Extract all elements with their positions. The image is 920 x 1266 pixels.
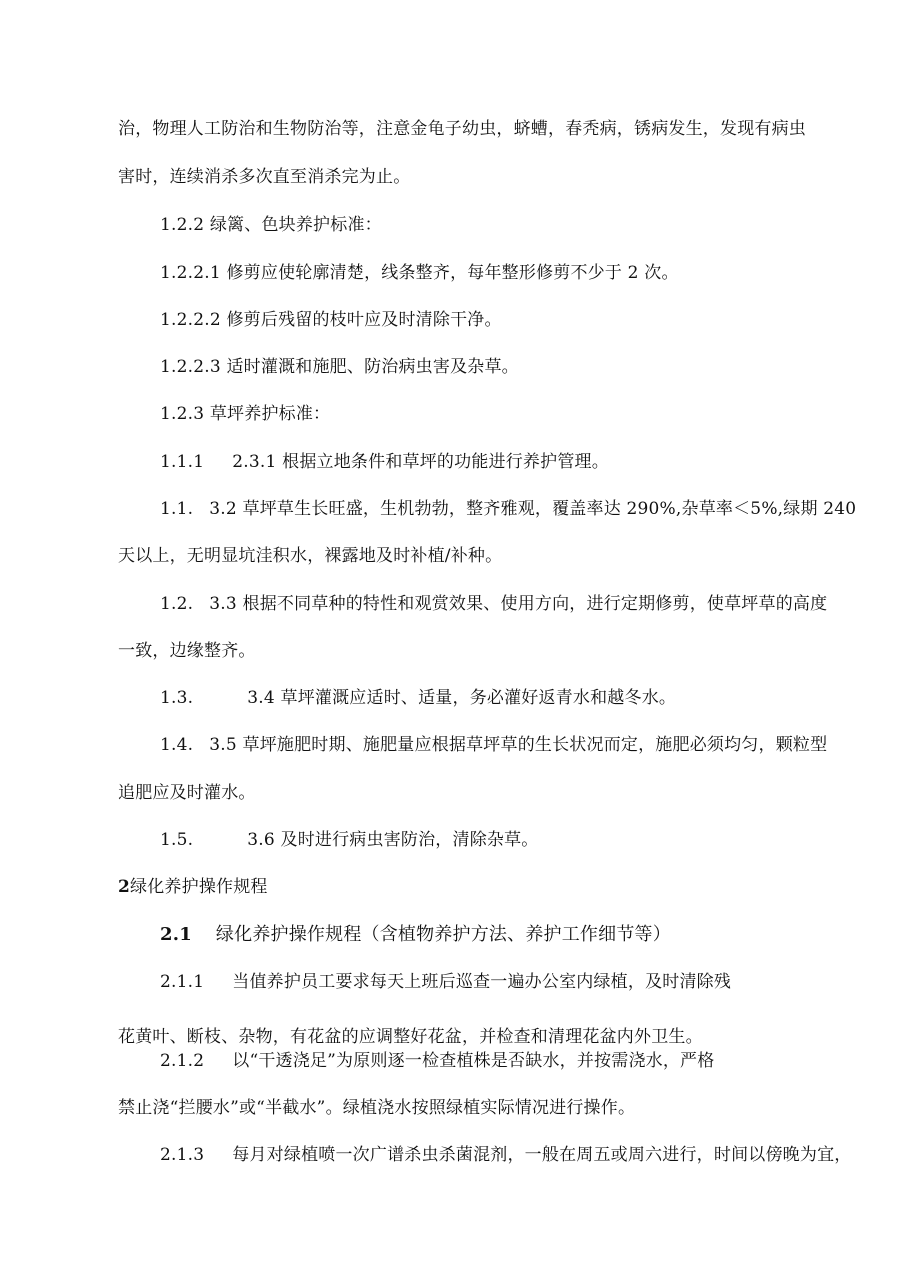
item-number: 1.1.: [160, 499, 194, 519]
paragraph-line: [118, 166, 410, 188]
text: 1.2.3 草坪养护标准：: [160, 404, 331, 424]
chapter-heading: [118, 876, 268, 898]
item-number: 2.1.2: [160, 1051, 205, 1071]
item-number: 1.1.1: [160, 452, 205, 472]
text: 追肥应及时灌水。: [118, 783, 256, 803]
item-text: 3.2 草坪草生长旺盛，生机勃勃，整齐雅观，覆盖率达 290%,杂草率＜5%,绿期 240: [209, 499, 857, 519]
item-text: 3.6 及时进行病虫害防治，清除杂草。: [247, 830, 539, 850]
text: 1.2.2.1 修剪应使轮廓清楚，线条整齐，每年整形修剪不少于 2 次。: [160, 263, 679, 283]
chapter-number: 2: [118, 877, 131, 897]
paragraph-line: [118, 782, 256, 804]
item-number: 1.4.: [160, 735, 194, 755]
text: 1.2.2.2 修剪后残留的枝叶应及时清除干净。: [160, 310, 502, 330]
list-item: [160, 829, 539, 851]
paragraph-line: [118, 1026, 703, 1048]
paragraph-line: [118, 640, 256, 662]
list-item: [160, 451, 609, 473]
item-text: 当值养护员工要求每天上班后巡查一遍办公室内绿植，及时清除残: [232, 972, 732, 992]
paragraph-line: [160, 262, 679, 284]
list-item: [160, 687, 676, 709]
list-item: [160, 498, 856, 520]
list-item: [160, 1144, 851, 1166]
text: 花黄叶、断枝、杂物，有花盆的应调整好花盆，并检查和清理花盆内外卫生。: [118, 1027, 703, 1047]
item-number: 1.3.: [160, 688, 194, 708]
text: 治，物理人工防治和生物防治等，注意金龟子幼虫，蛴螬，春秃病，锈病发生，发现有病虫: [118, 119, 806, 139]
section-heading: [160, 214, 382, 236]
text: 1.2.2 绿篱、色块养护标准：: [160, 215, 382, 235]
paragraph-line: [118, 1097, 635, 1119]
item-number: 1.5.: [160, 830, 194, 850]
list-item: [160, 734, 827, 756]
section-heading: [160, 403, 330, 425]
item-number: 2.1.3: [160, 1145, 205, 1165]
item-text: 3.3 根据不同草种的特性和观赏效果、使用方向，进行定期修剪，使草坪草的高度: [209, 594, 828, 614]
item-text: 以“干透浇足”为原则逐一检查植株是否缺水，并按需浇水，严格: [232, 1051, 715, 1071]
section-title: 绿化养护操作规程（含植物养护方法、养护工作细节等）: [215, 924, 671, 945]
item-number: 1.2.: [160, 594, 194, 614]
list-item: [160, 593, 827, 615]
paragraph-line: [118, 545, 502, 567]
paragraph-line: [118, 118, 806, 140]
paragraph-line: [160, 356, 519, 378]
item-text: 3.4 草坪灌溉应适时、适量，务必灌好返青水和越冬水。: [247, 688, 677, 708]
paragraph-line: [160, 309, 502, 331]
list-item: [160, 1050, 714, 1072]
section-heading: [160, 924, 671, 946]
item-text: 2.3.1 根据立地条件和草坪的功能进行养护管理。: [232, 452, 609, 472]
section-number: 2.1: [160, 924, 192, 945]
text: 一致，边缘整齐。: [118, 641, 256, 661]
text: 1.2.2.3 适时灌溉和施肥、防治病虫害及杂草。: [160, 357, 519, 377]
chapter-title: 绿化养护操作规程: [130, 877, 268, 897]
text: 害时，连续消杀多次直至消杀完为止。: [118, 167, 411, 187]
text: 天以上，无明显坑洼积水，裸露地及时补植/补种。: [118, 546, 503, 566]
list-item: [160, 971, 731, 993]
text: 禁止浇“拦腰水”或“半截水”。绿植浇水按照绿植实际情况进行操作。: [118, 1098, 636, 1118]
item-number: 2.1.1: [160, 972, 205, 992]
item-text: 3.5 草坪施肥时期、施肥量应根据草坪草的生长状况而定，施肥必须均匀，颗粒型: [209, 735, 828, 755]
item-text: 每月对绿植喷一次广谱杀虫杀菌混剂，一般在周五或周六进行，时间以傍晚为宜，: [232, 1145, 852, 1165]
